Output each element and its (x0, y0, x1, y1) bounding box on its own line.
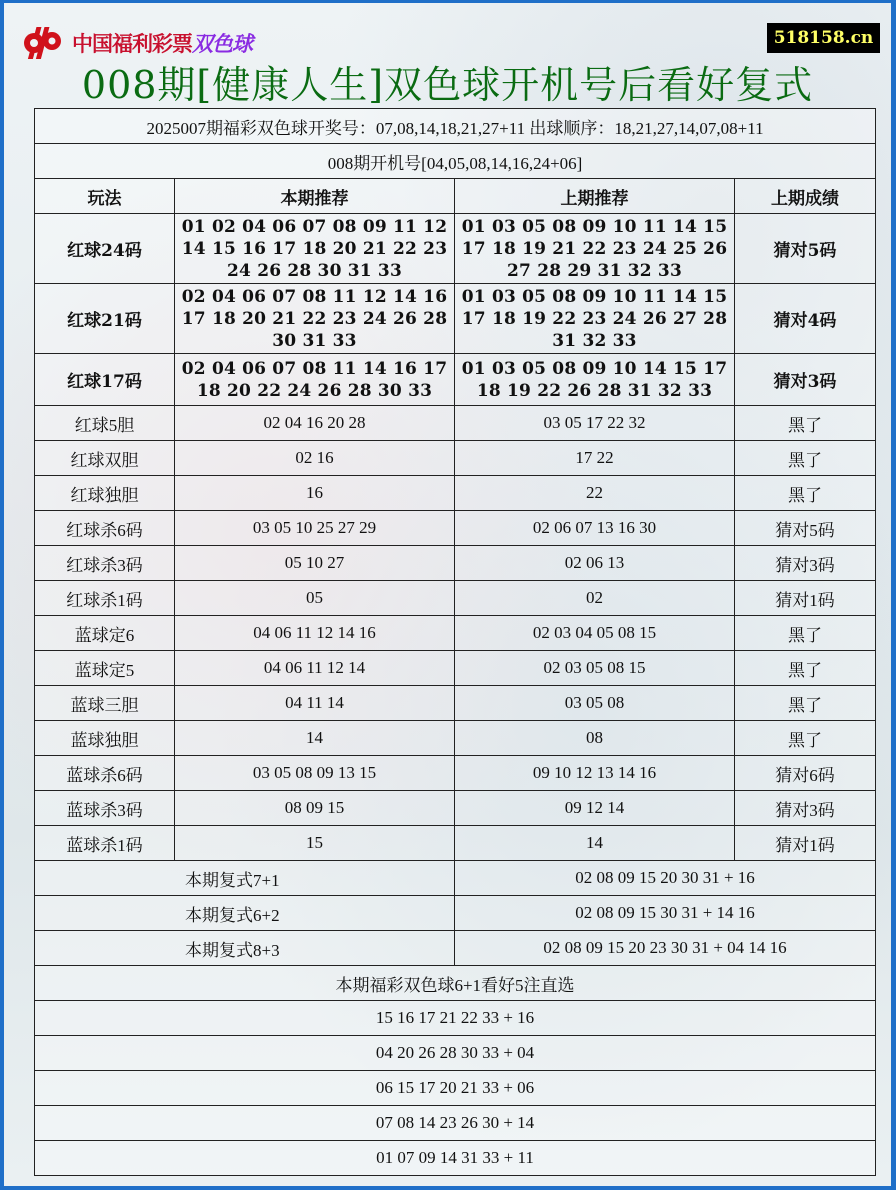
number-line: 17 18 20 21 22 23 24 26 28 (181, 308, 448, 329)
previous-numbers: 17 22 (455, 441, 735, 476)
number-line: 01 03 05 08 09 10 14 15 17 (461, 358, 728, 379)
table-row (35, 214, 876, 284)
row-label: 蓝球定5 (35, 651, 175, 686)
pick-numbers: 04 20 26 28 30 33 + 04 (35, 1036, 876, 1071)
table-header (35, 179, 876, 214)
current-numbers: 14 (175, 721, 455, 756)
table-row (35, 284, 876, 354)
number-line: 02 04 06 07 08 11 14 16 17 (181, 358, 448, 379)
table-row (35, 651, 876, 686)
table-row (35, 616, 876, 651)
row-label: 红球21码 (35, 284, 175, 354)
previous-numbers: 02 06 13 (455, 546, 735, 581)
col-header-result: 上期成绩 (735, 179, 876, 214)
row-label: 蓝球独胆 (35, 721, 175, 756)
pick-row (35, 1071, 876, 1106)
row-label: 红球杀6码 (35, 511, 175, 546)
pick-row (35, 1001, 876, 1036)
number-line: 27 28 29 31 32 33 (507, 260, 682, 281)
current-numbers: 02 04 16 20 28 (175, 406, 455, 441)
current-numbers: 03 05 08 09 13 15 (175, 756, 455, 791)
result: 黑了 (735, 651, 876, 686)
table-row (35, 441, 876, 476)
logo-ssq: 双色球 (192, 32, 252, 56)
number-line: 24 26 28 30 31 33 (227, 260, 402, 281)
machine-numbers: 008期开机号[04,05,08,14,16,24+06] (35, 144, 876, 179)
current-numbers: 03 05 10 25 27 29 (175, 511, 455, 546)
result: 猜对3码 (735, 791, 876, 826)
number-line: 01 03 05 08 09 10 11 14 15 (461, 286, 728, 307)
number-line: 31 32 33 (552, 330, 637, 351)
current-numbers (175, 214, 455, 284)
page-frame (4, 3, 891, 1186)
previous-numbers: 14 (455, 826, 735, 861)
row-label: 蓝球杀6码 (35, 756, 175, 791)
number-line: 30 31 33 (272, 330, 357, 351)
result: 猜对4码 (735, 284, 876, 354)
row-label: 红球双胆 (35, 441, 175, 476)
current-numbers: 05 (175, 581, 455, 616)
current-numbers: 15 (175, 826, 455, 861)
compound-numbers: 02 08 09 15 30 31 + 14 16 (455, 896, 876, 931)
current-numbers: 16 (175, 476, 455, 511)
number-line: 02 04 06 07 08 11 12 14 16 (181, 286, 448, 307)
table-row (35, 721, 876, 756)
result: 黑了 (735, 721, 876, 756)
site-badge: 518158.cn (767, 23, 880, 53)
col-header-current: 本期推荐 (175, 179, 455, 214)
table-row (35, 581, 876, 616)
table-row (35, 546, 876, 581)
prediction-table (34, 108, 876, 1176)
row-label: 红球杀1码 (35, 581, 175, 616)
lottery-logo (22, 25, 252, 61)
previous-numbers: 02 03 05 08 15 (455, 651, 735, 686)
pick-numbers: 06 15 17 20 21 33 + 06 (35, 1071, 876, 1106)
result: 猜对5码 (735, 511, 876, 546)
previous-numbers: 03 05 08 (455, 686, 735, 721)
number-line: 01 03 05 08 09 10 11 14 15 (461, 216, 728, 237)
pick-numbers: 01 07 09 14 31 33 + 11 (35, 1141, 876, 1176)
previous-numbers: 22 (455, 476, 735, 511)
draw-result: 2025007期福彩双色球开奖号：07,08,14,18,21,27+11 出球顺序：18,21,27,14,07,08+11 (35, 109, 876, 144)
row-label: 蓝球杀3码 (35, 791, 175, 826)
result: 猜对3码 (735, 354, 876, 406)
pick-row (35, 1141, 876, 1176)
pick-row (35, 1036, 876, 1071)
table-row (35, 476, 876, 511)
previous-numbers (455, 284, 735, 354)
row-label: 蓝球定6 (35, 616, 175, 651)
row-label: 红球5胆 (35, 406, 175, 441)
pick-row (35, 1106, 876, 1141)
previous-numbers: 03 05 17 22 32 (455, 406, 735, 441)
current-numbers (175, 284, 455, 354)
picks-title-row (35, 966, 876, 1001)
row-label: 蓝球三胆 (35, 686, 175, 721)
col-header-previous: 上期推荐 (455, 179, 735, 214)
table-row (35, 756, 876, 791)
previous-numbers (455, 214, 735, 284)
row-label: 蓝球杀1码 (35, 826, 175, 861)
row-label: 红球17码 (35, 354, 175, 406)
number-line: 17 18 19 22 23 24 26 27 28 (461, 308, 728, 329)
previous-numbers: 09 10 12 13 14 16 (455, 756, 735, 791)
previous-numbers: 02 03 04 05 08 15 (455, 616, 735, 651)
logo-text (72, 28, 252, 58)
number-line: 18 19 22 26 28 31 32 33 (476, 380, 713, 401)
compound-label: 本期复式8+3 (35, 931, 455, 966)
result: 猜对1码 (735, 826, 876, 861)
compound-label: 本期复式7+1 (35, 861, 455, 896)
result: 猜对3码 (735, 546, 876, 581)
compound-numbers: 02 08 09 15 20 23 30 31 + 04 14 16 (455, 931, 876, 966)
previous-numbers: 02 06 07 13 16 30 (455, 511, 735, 546)
result: 黑了 (735, 686, 876, 721)
compound-label: 本期复式6+2 (35, 896, 455, 931)
compound-row (35, 931, 876, 966)
number-line: 01 02 04 06 07 08 09 11 12 (181, 216, 448, 237)
previous-numbers: 02 (455, 581, 735, 616)
result: 黑了 (735, 441, 876, 476)
table-row (35, 826, 876, 861)
current-numbers: 02 16 (175, 441, 455, 476)
cwl-logo-icon (22, 25, 66, 61)
current-numbers: 04 11 14 (175, 686, 455, 721)
table-row (35, 406, 876, 441)
row-label: 红球杀3码 (35, 546, 175, 581)
result: 黑了 (735, 616, 876, 651)
page-title: 008期[健康人生]双色球开机号后看好复式 (81, 63, 814, 107)
current-numbers: 04 06 11 12 14 (175, 651, 455, 686)
compound-row (35, 861, 876, 896)
compound-numbers: 02 08 09 15 20 30 31 + 16 (455, 861, 876, 896)
row-label: 红球24码 (35, 214, 175, 284)
picks-title: 本期福彩双色球6+1看好5注直选 (35, 966, 876, 1001)
result: 猜对6码 (735, 756, 876, 791)
table-row (35, 791, 876, 826)
current-numbers: 05 10 27 (175, 546, 455, 581)
compound-row (35, 896, 876, 931)
number-line: 14 15 16 17 18 20 21 22 23 (181, 238, 448, 259)
result: 黑了 (735, 476, 876, 511)
row-label: 红球独胆 (35, 476, 175, 511)
pick-numbers: 07 08 14 23 26 30 + 14 (35, 1106, 876, 1141)
number-line: 17 18 19 21 22 23 24 25 26 (461, 238, 728, 259)
table-row (35, 686, 876, 721)
result: 猜对1码 (735, 581, 876, 616)
current-numbers (175, 354, 455, 406)
col-header-play: 玩法 (35, 179, 175, 214)
table-row (35, 354, 876, 406)
result: 猜对5码 (735, 214, 876, 284)
current-numbers: 08 09 15 (175, 791, 455, 826)
current-numbers: 04 06 11 12 14 16 (175, 616, 455, 651)
result: 黑了 (735, 406, 876, 441)
previous-numbers: 09 12 14 (455, 791, 735, 826)
table-row (35, 511, 876, 546)
previous-numbers: 08 (455, 721, 735, 756)
number-line: 18 20 22 24 26 28 30 33 (196, 380, 433, 401)
previous-numbers (455, 354, 735, 406)
pick-numbers: 15 16 17 21 22 33 + 16 (35, 1001, 876, 1036)
logo-org-name: 中国福利彩票 (72, 32, 192, 56)
